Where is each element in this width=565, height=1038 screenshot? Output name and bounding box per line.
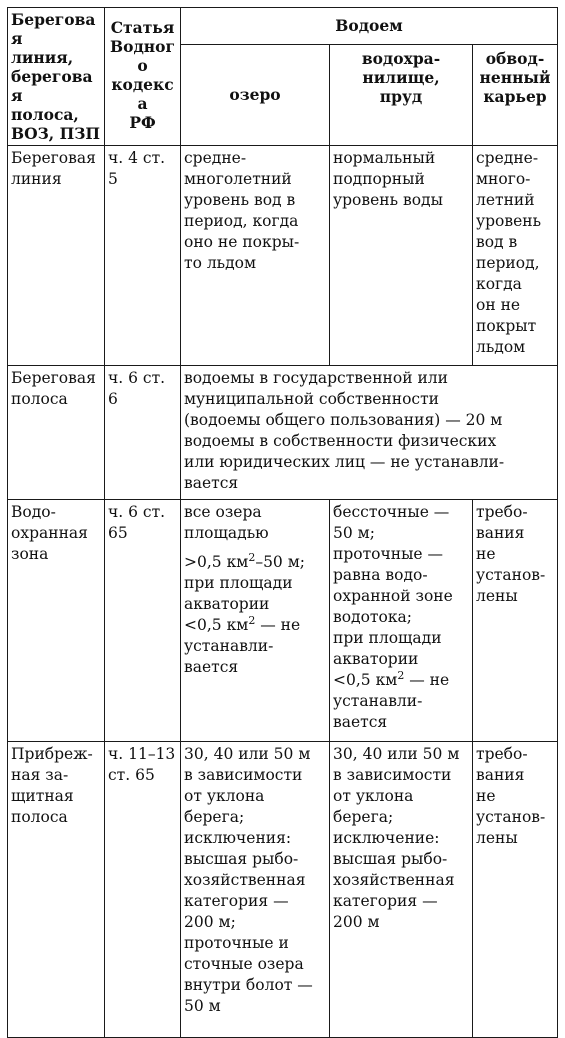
row-cps-name: Прибреж- ная за- щитная полоса xyxy=(8,742,105,1038)
row-shoreline-reservoir: нормальный подпорный уровень воды xyxy=(330,146,473,366)
row-wpz-quarry: требо- вания не установ- лены xyxy=(473,500,558,742)
row-shore-strip-merged: водоемы в государственной или муниципальной собственности (водоемы общего пользования) — 20 м водоемы в собственности физических или юридических лиц — не устанавли- вается xyxy=(181,366,558,500)
row-wpz-reservoir-small: <0,5 $км^2$ — не устанавли- вается xyxy=(333,668,450,731)
row-wpz-name: Водо- охранная зона xyxy=(8,500,105,742)
row-shoreline-name: Береговая линия xyxy=(8,146,105,366)
row-coastal-protection-strip xyxy=(8,742,558,1038)
row-water-protection-zone xyxy=(8,500,558,742)
header-water-body: Водоем xyxy=(181,8,558,45)
header-reservoir: водохра- нилище, пруд xyxy=(330,44,473,145)
row-cps-lake: 30, 40 или 50 м в зависимости от уклона берега; исключения: высшая рыбо- хозяйственная категория — 200 м; проточные и сточные озера внутри болот — 50 м xyxy=(181,742,330,1038)
row-wpz-article: ч. 6 ст. 65 xyxy=(105,500,181,742)
row-wpz-lake-small: <0,5 $км^2$ — не устанавли- вается xyxy=(184,613,301,676)
row-wpz-reservoir-text: бессточные — 50 м; проточные — равна водо- охранной зоне водотока; при площади акватории xyxy=(333,503,453,668)
header-row-1 xyxy=(8,8,558,45)
row-shoreline-quarry: средне- много- летний уровень вод в период, когда он не покрыт льдом xyxy=(473,146,558,366)
row-wpz-lake-large: >0,5 $км^2-50$ м; при площади акватории xyxy=(184,550,305,613)
row-cps-article: ч. 11–13 ст. 65 xyxy=(105,742,181,1038)
row-wpz-lake xyxy=(181,500,330,742)
water-bodies-table xyxy=(7,7,558,1038)
header-lake: озеро xyxy=(181,44,330,145)
row-wpz-reservoir xyxy=(330,500,473,742)
header-boundary-type: Береговая линия, береговая полоса, ВОЗ, ПЗП xyxy=(8,8,105,146)
header-quarry: обвод- ненный карьер xyxy=(473,44,558,145)
document-page xyxy=(7,7,558,1038)
row-cps-reservoir: 30, 40 или 50 м в зависимости от уклона берега; исключение: высшая рыбо- хозяйственная категория — 200 м xyxy=(330,742,473,1038)
row-shore-strip-article: ч. 6 ст. 6 xyxy=(105,366,181,500)
row-shoreline-lake: средне- многолетний уровень вод в период, когда оно не покры- то льдом xyxy=(181,146,330,366)
row-wpz-lake-intro: все озера площадью xyxy=(184,503,269,542)
row-shore-strip-name: Береговая полоса xyxy=(8,366,105,500)
row-shoreline-article: ч. 4 ст. 5 xyxy=(105,146,181,366)
row-shoreline xyxy=(8,146,558,366)
row-cps-quarry: требо- вания не установ- лены xyxy=(473,742,558,1038)
header-code-article: Статья Водного кодекса РФ xyxy=(105,8,181,146)
row-shore-strip xyxy=(8,366,558,500)
